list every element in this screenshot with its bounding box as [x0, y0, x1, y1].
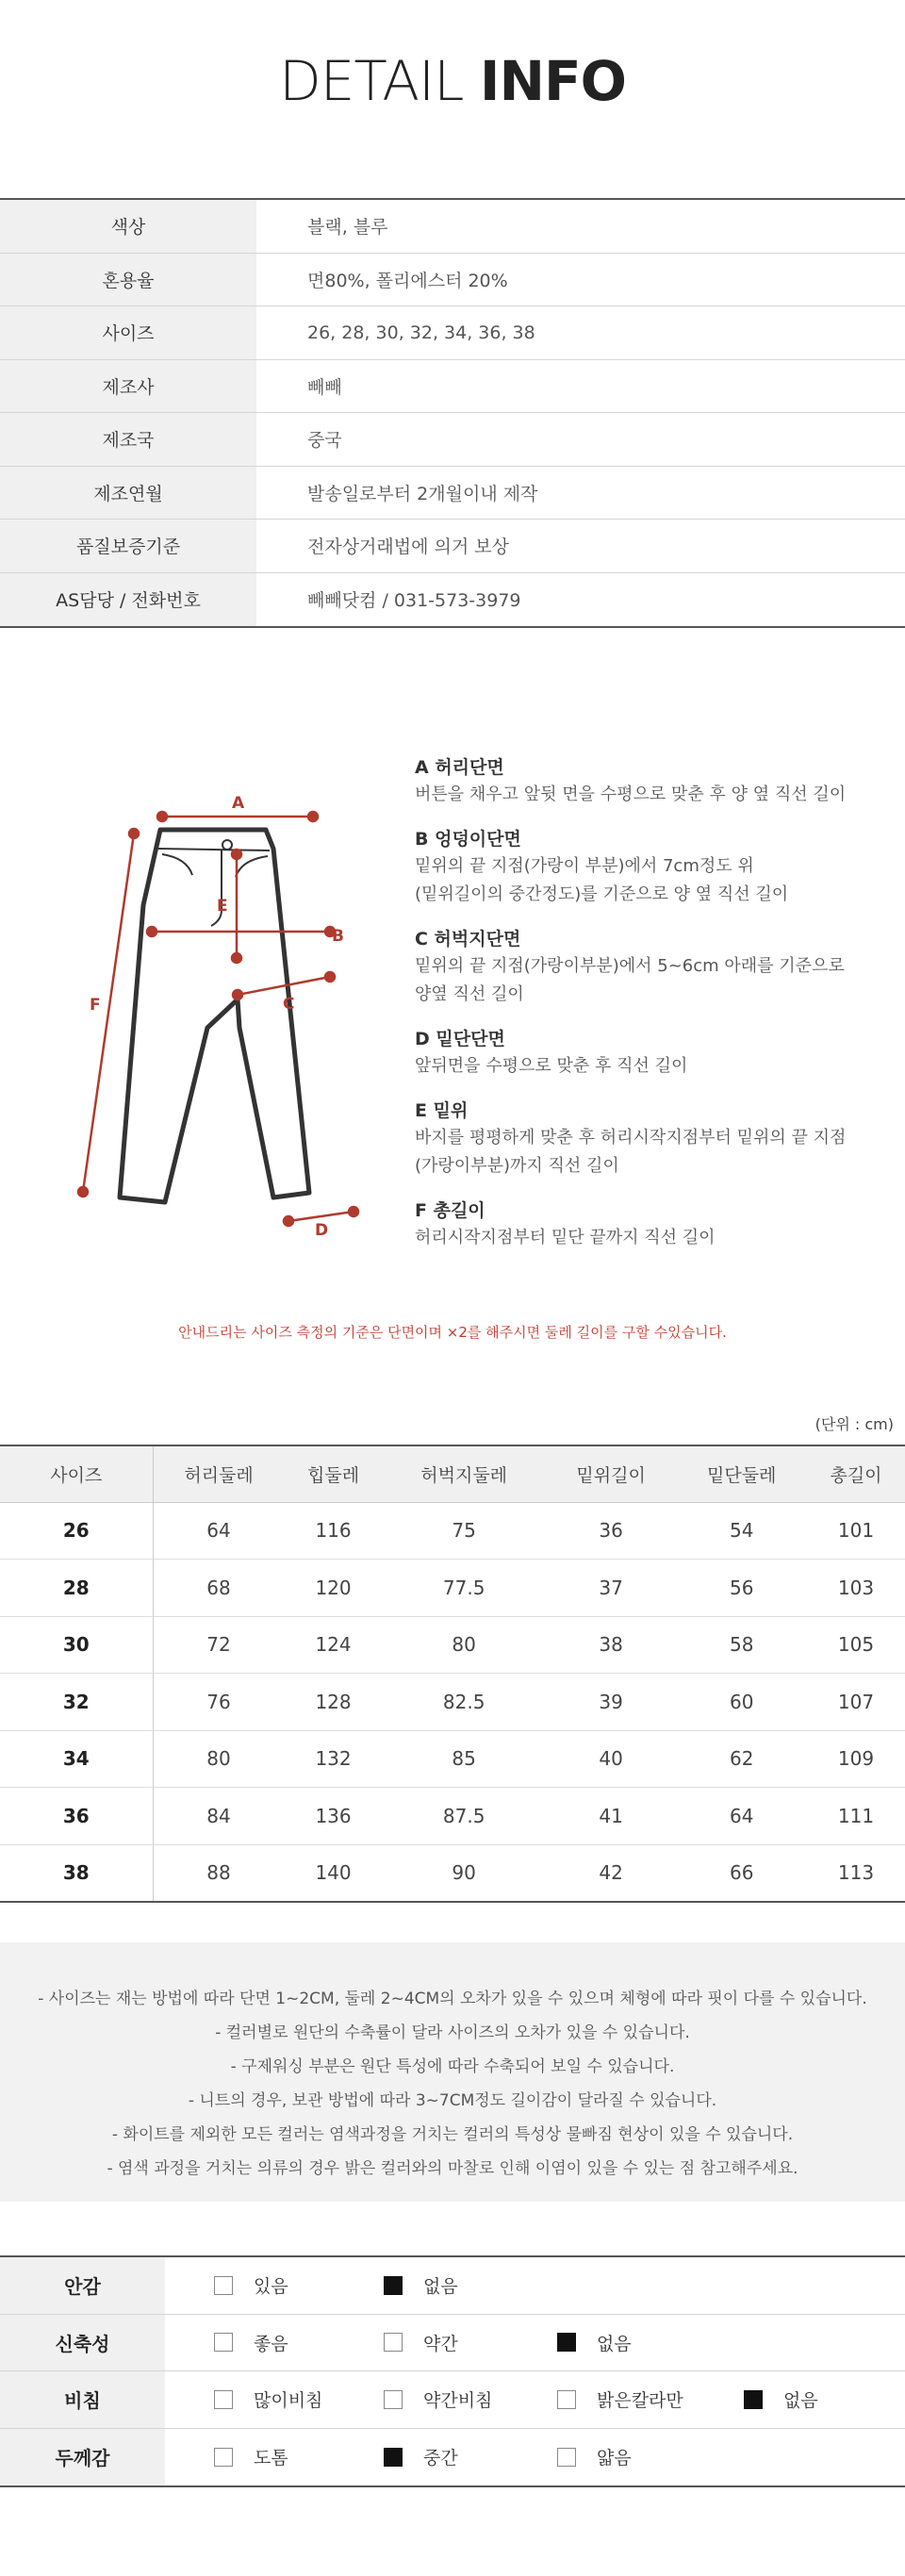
table-cell: 87.5	[383, 1788, 546, 1845]
size-table	[0, 1445, 905, 1903]
info-key: 제조국	[0, 413, 256, 466]
feature-option	[557, 2429, 632, 2486]
product-info-table	[0, 198, 905, 628]
column-header: 총길이	[807, 1445, 905, 1502]
size-cell: 34	[0, 1730, 153, 1788]
measure-desc: 허리시작지점부터 밑단 끝까지 직선 길이	[415, 1228, 716, 1247]
table-row	[0, 1502, 905, 1560]
checkbox-checked	[384, 2276, 403, 2295]
column-header: 허벅지둘레	[383, 1445, 546, 1502]
size-cell: 36	[0, 1788, 153, 1845]
table-cell: 85	[383, 1730, 546, 1788]
measure-item	[415, 826, 886, 909]
option-label: 있음	[254, 2276, 288, 2298]
table-cell: 84	[153, 1788, 285, 1845]
feature-row-sheerness	[0, 2371, 905, 2429]
table-cell: 88	[206, 1861, 231, 1884]
table-cell: 64	[153, 1502, 285, 1560]
measure-desc: 양옆 직선 길이	[415, 984, 524, 1004]
info-value: 발송일로부터 2개월이내 제작	[307, 483, 538, 504]
measure-f-end	[129, 829, 139, 838]
table-cell: 128	[285, 1674, 383, 1731]
table-cell: 101	[807, 1502, 905, 1560]
feature-option	[384, 2315, 458, 2371]
option-label: 밝은칼라만	[597, 2390, 683, 2412]
table-cell: 68	[153, 1560, 285, 1617]
option-label: 없음	[597, 2333, 632, 2354]
option-label: 없음	[783, 2390, 818, 2412]
table-cell: 40	[546, 1730, 677, 1788]
table-cell: 107	[807, 1674, 905, 1731]
checkbox-checked	[384, 2448, 403, 2467]
table-cell: 109	[807, 1730, 905, 1788]
table-cell: 64	[676, 1788, 807, 1845]
size-cell: 30	[0, 1616, 153, 1674]
measure-desc: 바지를 평평하게 맞춘 후 허리시작지점부터 밑위의 끝 지점	[415, 1128, 847, 1148]
measure-desc: (밑위길이의 중간정도)를 기준으로 양 옆 직선 길이	[415, 884, 789, 904]
measure-desc: 밑위의 끝 지점(가랑이 부분)에서 7cm정도 위	[415, 856, 754, 876]
feature-option	[557, 2371, 683, 2428]
option-label: 없음	[423, 2276, 458, 2298]
measure-item	[415, 1197, 886, 1252]
notice-line: - 니트의 경우, 보관 방법에 따라 3~7CM정도 길이감이 달라질 수 있습니다.	[188, 2091, 717, 2110]
measure-item	[415, 926, 886, 1009]
table-cell: 136	[285, 1788, 383, 1845]
feature-option	[214, 2315, 288, 2371]
measure-b-end	[147, 927, 156, 936]
feature-option	[214, 2371, 322, 2428]
notice-line: - 사이즈는 재는 방법에 따라 단면 1~2CM, 둘레 2~4CM의 오차가 있을 수 있으며 체형에 따라 핏이 다를 수 있습니다.	[38, 1990, 867, 2008]
measure-f-end	[78, 1187, 88, 1197]
info-value: 전자상거래법에 의거 보상	[307, 537, 509, 558]
size-note: 안내드리는 사이즈 측정의 기준은 단면이며 ×2를 해주시면 둘레 길이를 구할 수있습니다.	[178, 1324, 727, 1341]
feature-key: 신축성	[0, 2315, 165, 2371]
info-key: AS담당 / 전화번호	[0, 573, 256, 627]
measure-item	[415, 1098, 886, 1181]
info-key: 제조사	[0, 360, 256, 413]
info-value: 면80%, 폴리에스터 20%	[307, 270, 508, 291]
measure-a-end	[157, 812, 167, 821]
measure-desc: 버튼을 채우고 앞뒷 면을 수평으로 맞춘 후 양 옆 직선 길이	[415, 784, 847, 804]
checkbox	[214, 2333, 233, 2352]
table-cell: 41	[546, 1788, 677, 1845]
label-d: D	[315, 1221, 329, 1240]
notice-line: - 컬러별로 원단의 수축률이 달라 사이즈의 오차가 있을 수 있습니다.	[215, 2023, 690, 2042]
option-label: 약간	[423, 2333, 458, 2354]
info-key: 혼용율	[0, 254, 256, 306]
option-label: 약간비침	[423, 2390, 493, 2412]
measure-c-end	[325, 972, 335, 982]
table-cell: 77.5	[383, 1560, 546, 1617]
title-bold: INFO	[479, 49, 626, 113]
measure-title: F 총길이	[415, 1200, 485, 1221]
column-header: 밑단둘레	[676, 1445, 807, 1502]
column-header: 힙둘레	[285, 1445, 383, 1502]
feature-options	[165, 2315, 905, 2371]
info-row	[0, 254, 905, 307]
table-cell: 80	[383, 1616, 546, 1674]
feature-option	[384, 2257, 458, 2314]
option-label: 중간	[423, 2448, 458, 2469]
measure-desc: (가랑이부분)까지 직선 길이	[415, 1156, 619, 1176]
label-c: C	[283, 995, 295, 1014]
label-f: F	[90, 996, 101, 1015]
column-header: 허리둘레	[153, 1445, 285, 1502]
feature-option	[214, 2429, 288, 2486]
table-row	[0, 1730, 905, 1788]
table-cell: 54	[676, 1502, 807, 1560]
feature-option	[744, 2371, 818, 2428]
table-cell: 111	[807, 1788, 905, 1845]
checkbox	[214, 2276, 233, 2295]
table-row	[0, 1560, 905, 1617]
table-cell: 58	[676, 1616, 807, 1674]
notice-line: - 염색 과정을 거치는 의류의 경우 밝은 컬러와의 마찰로 인해 이염이 있을 수 있는 점 참고해주세요.	[107, 2159, 798, 2178]
measure-title: A 허리단면	[415, 757, 504, 778]
feature-option	[384, 2429, 458, 2486]
table-cell: 90	[452, 1861, 476, 1884]
label-b: B	[332, 927, 344, 946]
table-cell: 38	[546, 1616, 677, 1674]
table-row	[0, 1616, 905, 1674]
info-row	[0, 200, 905, 254]
feature-row-thickness	[0, 2429, 905, 2486]
table-cell: 140	[315, 1861, 352, 1884]
feature-key: 두께감	[0, 2429, 165, 2486]
feature-option	[557, 2315, 632, 2371]
measure-c-end	[233, 990, 242, 999]
option-label: 좋음	[254, 2333, 288, 2354]
fabric-feature-table	[0, 2255, 905, 2487]
measure-title: D 밑단단면	[415, 1029, 505, 1049]
feature-row-stretch	[0, 2315, 905, 2372]
info-row	[0, 520, 905, 573]
title-light: DETAIL	[279, 49, 480, 113]
notice-line: - 구제워싱 부분은 원단 특성에 따라 수축되어 보일 수 있습니다.	[230, 2057, 675, 2076]
size-cell: 38	[0, 1844, 153, 1902]
feature-option	[214, 2257, 288, 2314]
label-e: E	[217, 897, 228, 916]
measure-title: B 엉덩이단면	[415, 829, 521, 850]
option-label: 도톰	[254, 2448, 288, 2469]
table-cell: 103	[807, 1560, 905, 1617]
info-row	[0, 360, 905, 414]
info-value: 빼빼닷컴 / 031-573-3979	[307, 590, 521, 612]
feature-options	[165, 2429, 905, 2486]
info-value: 중국	[307, 430, 342, 452]
info-value: 빼빼	[307, 376, 342, 398]
feature-row-lining	[0, 2257, 905, 2315]
feature-options	[165, 2371, 905, 2428]
page-title	[0, 49, 905, 113]
pants-outline	[120, 830, 309, 1202]
info-row	[0, 573, 905, 627]
checkbox	[384, 2390, 403, 2409]
info-key: 색상	[0, 200, 256, 253]
info-key: 제조연월	[0, 467, 256, 520]
table-cell: 72	[153, 1616, 285, 1674]
info-key: 품질보증기준	[0, 520, 256, 572]
measure-title: C 허벅지단면	[415, 929, 521, 949]
table-cell: 37	[546, 1560, 677, 1617]
measure-desc: 앞뒤면을 수평으로 맞춘 후 직선 길이	[415, 1056, 688, 1076]
front-pocket-right	[236, 856, 268, 877]
measure-e-end	[232, 850, 241, 859]
column-header: 밑위길이	[546, 1445, 677, 1502]
checkbox	[557, 2448, 576, 2467]
table-cell: 42	[599, 1861, 623, 1884]
info-key: 사이즈	[0, 306, 256, 359]
table-cell: 113	[837, 1861, 875, 1884]
pants-measurement-diagram	[57, 717, 377, 1254]
checkbox-checked	[557, 2333, 576, 2352]
checkbox	[214, 2390, 233, 2409]
table-cell: 66	[729, 1861, 754, 1884]
feature-option	[384, 2371, 492, 2428]
measure-desc: 밑위의 끝 지점(가랑이부분)에서 5~6cm 아래를 기준으로	[415, 956, 845, 976]
size-table-header	[0, 1445, 905, 1502]
size-cell: 32	[0, 1674, 153, 1731]
info-value: 26, 28, 30, 32, 34, 36, 38	[307, 322, 535, 343]
table-cell: 124	[285, 1616, 383, 1674]
table-cell: 120	[285, 1560, 383, 1617]
option-label: 많이비침	[254, 2390, 323, 2412]
table-cell: 105	[807, 1616, 905, 1674]
info-value: 블랙, 블루	[307, 217, 388, 239]
column-header: 사이즈	[0, 1445, 153, 1502]
table-cell: 56	[676, 1560, 807, 1617]
table-cell: 60	[676, 1674, 807, 1731]
feature-key: 안감	[0, 2257, 165, 2314]
table-cell: 80	[153, 1730, 285, 1788]
table-cell: 36	[546, 1502, 677, 1560]
measure-c-line	[238, 977, 330, 995]
unit-label: (단위 : cm)	[814, 1415, 894, 1433]
table-cell: 82.5	[383, 1674, 546, 1731]
measurement-guide	[415, 754, 886, 1269]
info-row	[0, 467, 905, 520]
table-cell: 75	[383, 1502, 546, 1560]
checkbox-checked	[744, 2390, 763, 2409]
measure-item	[415, 1026, 886, 1081]
measure-title: E 밑위	[415, 1100, 469, 1121]
measure-item	[415, 754, 886, 809]
measure-e-end	[232, 953, 241, 963]
table-cell: 132	[285, 1730, 383, 1788]
notice-box	[0, 1942, 905, 2202]
size-cell: 26	[0, 1502, 153, 1560]
front-pocket-left	[162, 854, 192, 875]
feature-key: 비침	[0, 2371, 165, 2428]
info-row	[0, 306, 905, 360]
measure-d-line	[288, 1212, 354, 1221]
option-label: 얇음	[597, 2448, 632, 2469]
table-cell: 76	[153, 1674, 285, 1731]
table-cell: 62	[676, 1730, 807, 1788]
notice-line: - 화이트를 제외한 모든 컬러는 염색과정을 거치는 컬러의 특성상 물빠짐 현상이 있을 수 있습니다.	[111, 2125, 794, 2144]
waistband-line	[158, 849, 270, 850]
checkbox	[214, 2448, 233, 2467]
feature-options	[165, 2257, 905, 2314]
table-cell: 39	[546, 1674, 677, 1731]
size-cell: 28	[0, 1560, 153, 1617]
checkbox	[557, 2390, 576, 2409]
checkbox	[384, 2333, 403, 2352]
measure-d-end	[349, 1207, 358, 1216]
info-row	[0, 413, 905, 467]
label-a: A	[232, 794, 245, 813]
table-row	[0, 1788, 905, 1845]
table-row	[0, 1674, 905, 1731]
table-row	[0, 1844, 905, 1902]
measure-d-end	[284, 1216, 293, 1226]
table-cell: 116	[285, 1502, 383, 1560]
measure-a-end	[308, 812, 318, 821]
button	[222, 840, 232, 850]
